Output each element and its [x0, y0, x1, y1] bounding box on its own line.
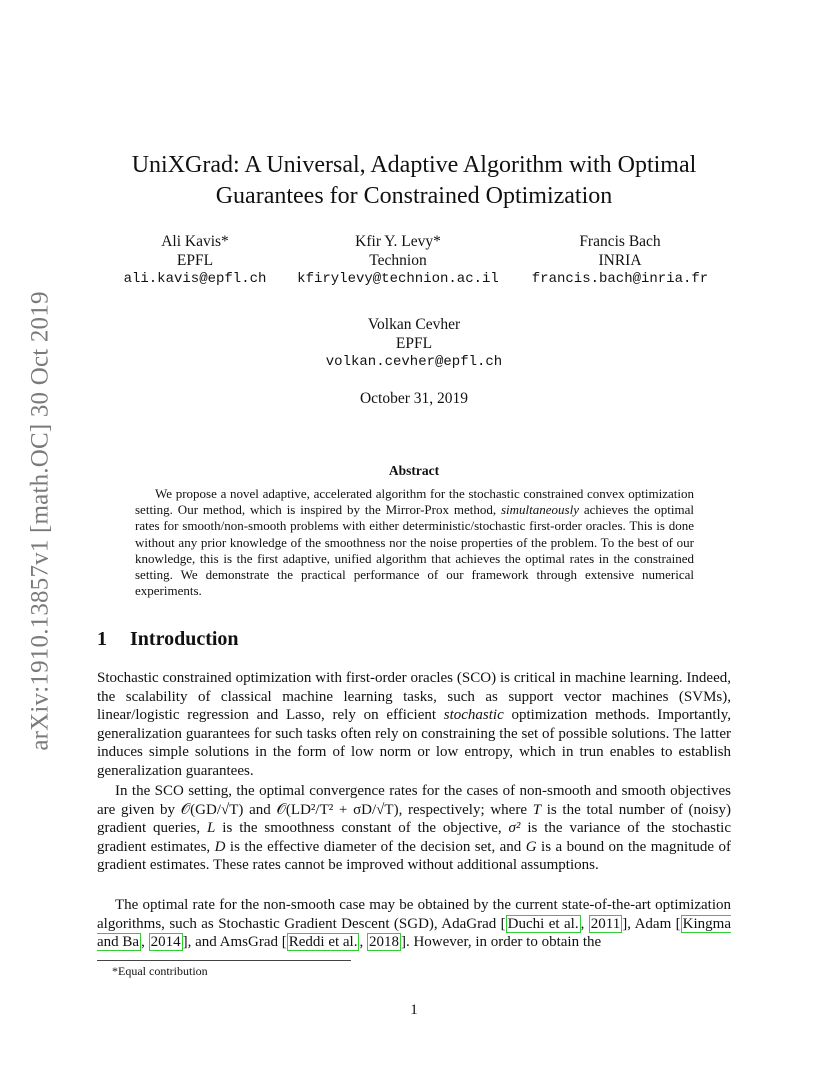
- footnote-divider: [97, 960, 351, 961]
- publication-date: October 31, 2019: [359, 390, 469, 407]
- author-name: Kfir Y. Levy*: [355, 233, 441, 250]
- abstract-heading: Abstract: [388, 463, 440, 478]
- paper-title-line-1: UniXGrad: A Universal, Adaptive Algorithm with Optimal: [131, 152, 697, 178]
- author-affiliation: EPFL: [176, 252, 214, 269]
- abstract-emphasis: simultaneously: [500, 502, 579, 518]
- page-number: 1: [410, 1002, 418, 1018]
- author-name: Francis Bach: [579, 233, 661, 250]
- arxiv-identifier: arXiv:1910.13857v1 [math.OC] 30 Oct 2019: [27, 290, 54, 751]
- section-number: 1: [97, 628, 107, 650]
- author-block: [525, 232, 715, 289]
- section-heading: [97, 628, 239, 651]
- math-inline: L: [207, 820, 216, 837]
- abstract-text: We propose a novel adaptive, accelerated algorithm for the stochastic constrained convex optimization setting. Our method, which is inspired by the Mirror-Prox method, simultaneously achieves the optimal rates for smooth/non-smooth problems with either deterministic/stochastic first-order oracles. This is done without any prior knowledge of the smoothness nor the noise properties of the problem. To the best of our knowledge, this is the first adaptive, unified algorithm that achieves the optimal rates in the constrained setting. We demonstrate the practical performance of our framework through extensive numerical experiments.: [135, 486, 694, 599]
- citation-link[interactable]: 2011: [590, 915, 621, 932]
- citation-link[interactable]: 2014: [150, 934, 181, 951]
- arxiv-side-stamp: [11, 268, 71, 773]
- math-inline: 𝒪(LD²/T² + σD/√T): [276, 801, 399, 818]
- citation-link[interactable]: Duchi et al.: [507, 915, 579, 932]
- footnote: *Equal contribution: [112, 964, 208, 978]
- paragraph-emphasis: stochastic: [443, 707, 504, 724]
- paper-title-line-2: Guarantees for Constrained Optimization: [215, 183, 613, 209]
- author-affiliation: INRIA: [598, 252, 642, 269]
- intro-paragraph-2: In the SCO setting, the optimal convergence rates for the cases of non-smooth and smooth objectives are given by 𝒪(GD/√T) and 𝒪(LD²/T² + σD/√T), respectively; where T is the total number of (noisy) gradient queries, L is the smoothness constant of the objective, σ² is the variance of the stochastic gradient estimates, D is the effective diameter of the decision set, and G is a bound on the magnitude of gradient estimates. These rates cannot be improved without additional assumptions.: [97, 783, 732, 874]
- author-block: [115, 232, 275, 289]
- author-name: Volkan Cevher: [367, 316, 461, 333]
- math-inline: 𝒪(GD/√T): [180, 801, 244, 818]
- author-block: [293, 232, 503, 289]
- author-email: ali.kavis@epfl.ch: [123, 271, 267, 287]
- math-inline: D: [214, 838, 226, 855]
- paper-title: [97, 150, 731, 212]
- citation-link[interactable]: Reddi et al.: [288, 934, 358, 951]
- author-affiliation: EPFL: [395, 335, 433, 352]
- math-inline: σ²: [508, 820, 521, 837]
- author-affiliation: Technion: [369, 252, 427, 269]
- intro-paragraph-3: The optimal rate for the non-smooth case may be obtained by the current state-of-the-art optimization algorithms, such as Stochastic Gradient Descent (SGD), AdaGrad [ Duchi et al. , 2011 ], Adam [ Kingma and Ba , 2014 ], and AmsGrad [ Reddi et al. , 2018 ]. However, in order to obtain the: [97, 897, 731, 951]
- citation-link[interactable]: 2018: [368, 934, 399, 951]
- math-inline: T: [532, 801, 542, 818]
- author-block: [314, 315, 514, 372]
- author-email: kfirylevy@technion.ac.il: [297, 271, 499, 287]
- author-name: Ali Kavis*: [161, 233, 229, 250]
- author-email: volkan.cevher@epfl.ch: [325, 354, 503, 370]
- citation-link[interactable]: Kingma and Ba: [97, 915, 731, 951]
- author-email: francis.bach@inria.fr: [531, 271, 709, 287]
- math-inline: G: [525, 838, 537, 855]
- intro-paragraph-1: Stochastic constrained optimization with first-order oracles (SCO) is critical in machine learning. Indeed, the scalability of classical machine learning tasks, such as support vector machines (SVMs), linear/logistic regression and Lasso, rely on efficient stochastic optimization methods. Importantly, generalization guarantees for such tasks often rely on constraining the set of possible solutions. The latter induces simple solutions in the form of low norm or low entropy, which in trun enables to establish generalization guarantees.: [97, 670, 731, 779]
- section-title: Introduction: [130, 628, 239, 650]
